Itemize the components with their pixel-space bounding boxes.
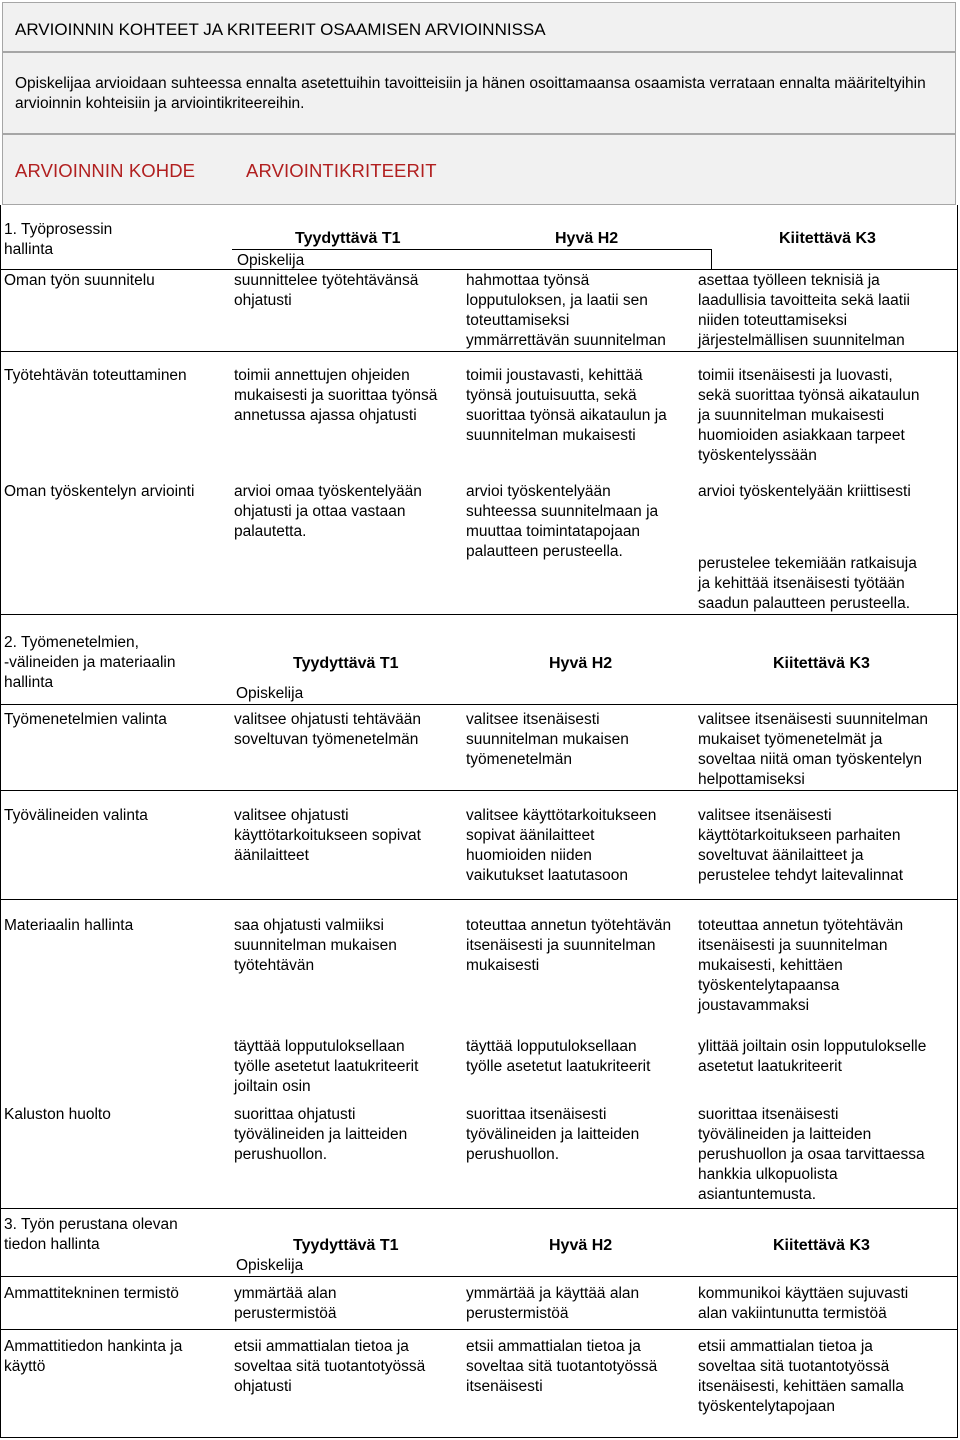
criteria-h2: etsii ammattialan tietoa ja soveltaa sitä tuotantotyössä itsenäisesti	[466, 1338, 658, 1395]
criteria-h2: ymmärtää ja käyttää alan perustermistöä	[466, 1285, 640, 1322]
title-band	[2, 2, 956, 52]
criteria-h2: toimii joustavasti, kehittää työnsä joutuisuutta, sekä suorittaa työnsä aikataulun ja suunnitelman mukaisesti	[466, 367, 667, 444]
level-t1-label: Tyydyttävä T1	[293, 1237, 399, 1254]
criteria-t1: valitsee ohjatusti tehtävään soveltuvan työmenetelmän	[234, 711, 421, 748]
headings-band	[2, 134, 956, 205]
target-kaluston-huolto: Kaluston huolto	[4, 1106, 111, 1123]
criteria-k3: valitsee itsenäisesti suunnitelman mukaiset työmenetelmät ja soveltaa niitä oman työskentelyn helpottamiseksi	[698, 711, 929, 788]
subject-label: Opiskelija	[236, 1257, 304, 1274]
criteria-h2: suorittaa itsenäisesti työvälineiden ja laitteiden perushuollon.	[466, 1106, 640, 1163]
target-tyotehtavan-toteuttaminen: Työtehtävän toteuttaminen	[4, 367, 187, 384]
page-title: ARVIOINNIN KOHTEET JA KRITEERIT OSAAMISEN ARVIOINNISSA	[15, 20, 546, 39]
target-materiaalin-hallinta: Materiaalin hallinta	[4, 917, 134, 934]
criteria-k3-extra: perustelee tekemiään ratkaisuja ja kehittää itsenäisesti työtään saadun palautteen perusteella.	[698, 555, 917, 612]
target-oman-tyon-suunnitelu: Oman työn suunnitelu	[4, 272, 155, 289]
criteria-t1: saa ohjatusti valmiiksi suunnitelman mukaisen työtehtävän	[234, 917, 397, 974]
level-k3-label: Kiitettävä K3	[779, 230, 876, 247]
level-h2-label: Hyvä H2	[555, 230, 619, 247]
section-3-title: 3. Työn perustana olevan tiedon hallinta	[4, 1216, 178, 1253]
heading-arviointikriteerit: ARVIOINTIKRITEERIT	[246, 160, 437, 181]
subject-label: Opiskelija	[236, 685, 304, 702]
criteria-k3: suorittaa itsenäisesti työvälineiden ja laitteiden perushuollon ja osaa tarvittaessa hankkia ulkopuolista asiantuntemusta.	[698, 1106, 925, 1203]
criteria-t1: ymmärtää alan perustermistöä	[234, 1285, 337, 1322]
level-t1-label: Tyydyttävä T1	[293, 655, 399, 672]
criteria-t1: etsii ammattialan tietoa ja soveltaa sitä tuotantotyössä ohjatusti	[234, 1338, 426, 1395]
criteria-k3: toimii itsenäisesti ja luovasti, sekä suorittaa työnsä aikataulun ja suunnitelman mukaisesti huomioiden asiakkaan tarpeet työskentelyssään	[698, 367, 920, 464]
criteria-k3: arvioi työskentelyään kriittisesti	[698, 483, 911, 500]
criteria-t1: toimii annettujen ohjeiden mukaisesti ja suorittaa työnsä annetussa ajassa ohjatusti	[234, 367, 438, 424]
criteria-t1: suorittaa ohjatusti työvälineiden ja laitteiden perushuollon.	[234, 1106, 408, 1163]
criteria-k3: valitsee itsenäisesti käyttötarkoitukseen parhaiten soveltuvat äänilaitteet ja perustelee tehdyt laitevalinnat	[698, 807, 904, 884]
criteria-k3: toteuttaa annetun työtehtävän itsenäisesti ja suunnitelman mukaisesti, kehittäen työskentelytapaansa joustavammaksi	[698, 917, 904, 1014]
criteria-k3: asettaa työlleen teknisiä ja laadullisia tavoitteita sekä laatii niiden toteuttamiseksi järjestelmällisen suunnitelman	[698, 272, 910, 349]
criteria-t1: suunnittelee työtehtävänsä ohjatusti	[234, 272, 419, 309]
section-1-title: 1. Työprosessin hallinta	[4, 221, 113, 258]
criteria-h2: valitsee käyttötarkoitukseen sopivat äänilaitteet huomioiden niiden vaikutukset laatutasoon	[466, 807, 657, 884]
heading-arvioinnin-kohde: ARVIOINNIN KOHDE	[15, 160, 196, 181]
criteria-t1: täyttää lopputuloksellaan työlle asetetut laatukriteerit joiltain osin	[234, 1038, 419, 1095]
criteria-h2: täyttää lopputuloksellaan työlle asetetut laatukriteerit	[466, 1038, 651, 1075]
target-oman-tyoskentelyn-arviointi: Oman työskentelyn arviointi	[4, 483, 195, 500]
subject-label: Opiskelija	[237, 252, 305, 269]
criteria-t1: arvioi omaa työskentelyään ohjatusti ja ottaa vastaan palautetta.	[234, 483, 422, 540]
criteria-t1: valitsee ohjatusti käyttötarkoitukseen sopivat äänilaitteet	[234, 807, 421, 864]
target-ammattitiedon-hankinta: Ammattitiedon hankinta ja käyttö	[4, 1338, 183, 1375]
criteria-k3: etsii ammattialan tietoa ja soveltaa sitä tuotantotyössä itsenäisesti, kehittäen samalla työskentelytapojaan	[698, 1338, 904, 1415]
level-t1-label: Tyydyttävä T1	[295, 230, 401, 247]
criteria-k3: ylittää joiltain osin lopputulokselle asetetut laatukriteerit	[698, 1038, 927, 1075]
criteria-h2: hahmottaa työnsä lopputuloksen, ja laatii sen toteuttamiseksi ymmärrettävän suunnitelman	[466, 272, 666, 349]
target-tyomenetelmien-valinta: Työmenetelmien valinta	[4, 711, 167, 728]
target-tyovalineiden-valinta: Työvälineiden valinta	[4, 807, 148, 824]
criteria-h2: arvioi työskentelyään suhteessa suunnitelmaan ja muuttaa toimintatapojaan palautteen perusteella.	[466, 483, 659, 560]
table-frame	[0, 205, 958, 1438]
level-h2-label: Hyvä H2	[549, 655, 613, 672]
intro-text: Opiskelijaa arvioidaan suhteessa ennalta asetettuihin tavoitteisiin ja hänen osoittamaansa osaamista verrataan ennalta määriteltyihin arvioinnin kohteisiin ja arviointikriteereihin.	[15, 75, 926, 112]
criteria-k3: kommunikoi käyttäen sujuvasti alan vakiintunutta termistöä	[698, 1285, 909, 1322]
section-2-title: 2. Työmenetelmien, -välineiden ja materiaalin hallinta	[4, 634, 176, 691]
level-h2-label: Hyvä H2	[549, 1237, 613, 1254]
intro-band	[2, 52, 956, 134]
criteria-h2: valitsee itsenäisesti suunnitelman mukaisen työmenetelmän	[466, 711, 629, 768]
level-k3-label: Kiitettävä K3	[773, 655, 870, 672]
level-k3-label: Kiitettävä K3	[773, 1237, 870, 1254]
target-ammattitekninen-termisto: Ammattitekninen termistö	[4, 1285, 179, 1302]
criteria-h2: toteuttaa annetun työtehtävän itsenäisesti ja suunnitelman mukaisesti	[466, 917, 672, 974]
